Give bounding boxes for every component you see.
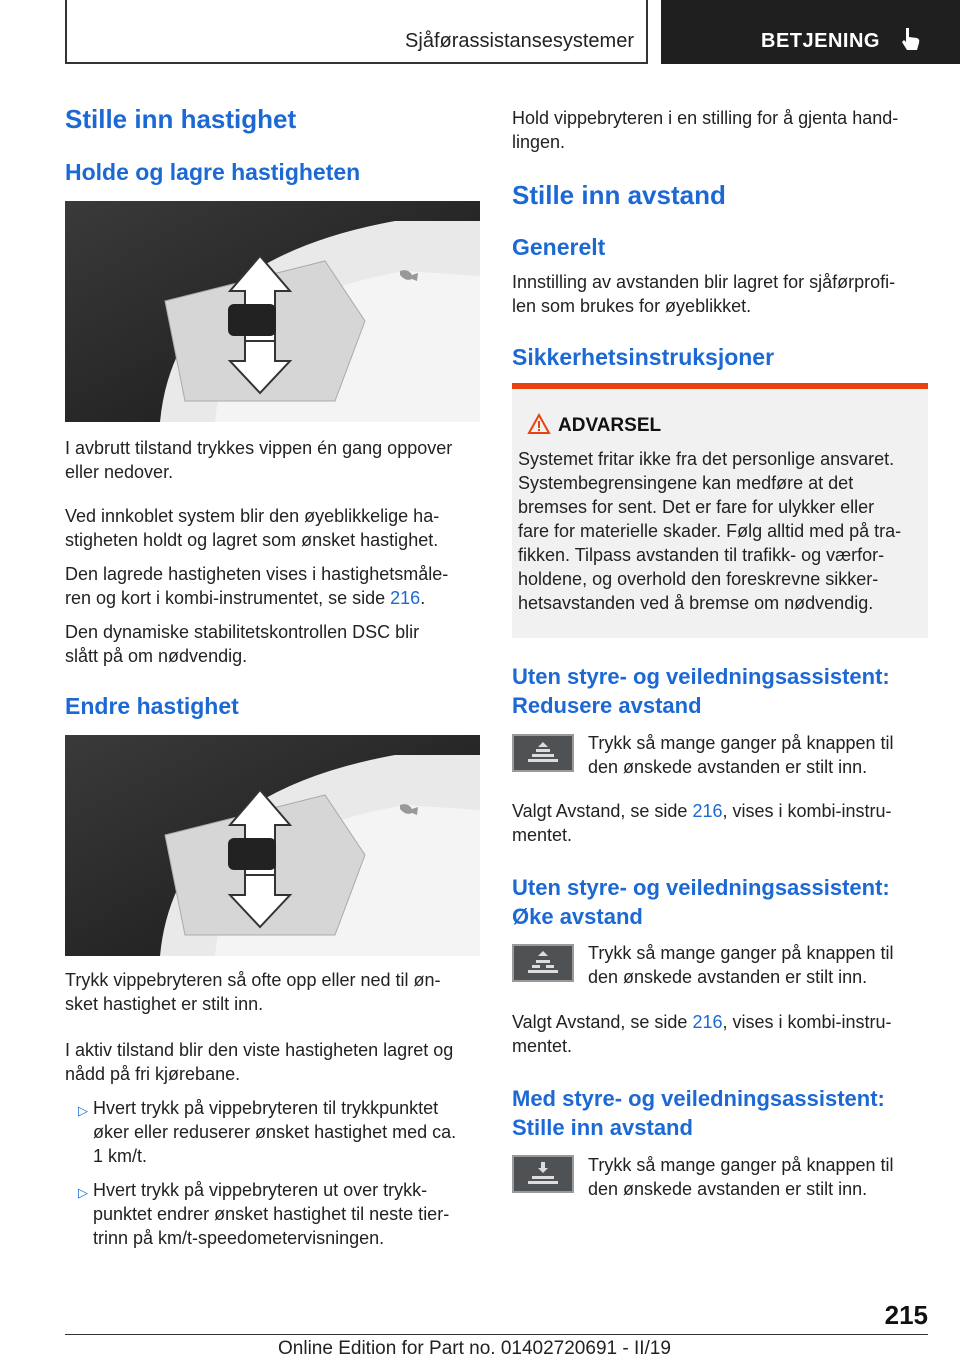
page-link-216[interactable]: 216: [692, 1012, 723, 1032]
list-item: ▷ Hvert trykk på vippebryteren ut over trykk- punktet endrer ønsket hastighet til neste tier- trinn på km/t-speedometervisningen.: [78, 1180, 450, 1248]
warning-box: [512, 383, 928, 638]
rocker-switch-photo-2: [65, 735, 480, 956]
paragraph-press-1: Trykk så mange ganger på knappen til den ønskede avstanden er stilt inn.: [588, 733, 894, 777]
heading-safety: Sikkerhetsinstruksjoner: [512, 344, 775, 370]
distance-set-icon: [512, 1155, 574, 1193]
heading-change-speed: Endre hastighet: [65, 693, 239, 719]
header-section-box: [65, 0, 648, 64]
warning-triangle-icon: [527, 413, 551, 435]
heading-set-speed: Stille inn hastighet: [65, 104, 297, 134]
header-section-title: Sjåførassistansesystemer: [405, 30, 634, 52]
heading-set-distance: Stille inn avstand: [512, 180, 726, 210]
warning-title: ADVARSEL: [558, 415, 662, 436]
footer-divider: [65, 1334, 928, 1335]
paragraph-active-state: I aktiv tilstand blir den viste hastigheten lagret og nådd på fri kjørebane.: [65, 1040, 454, 1084]
bullet-triangle-icon: ▷: [78, 1185, 88, 1200]
page-number: 215: [884, 1300, 928, 1330]
paragraph-activated: Ved innkoblet system blir den øyeblikkelige ha- stigheten holdt og lagret som ønsket hastighet.: [65, 506, 440, 550]
list-item: ▷ Hvert trykk på vippebryteren til trykkpunktet øker eller reduserer ønsket hastighet med ca. 1 km/t.: [78, 1098, 457, 1166]
warning-text: Systemet fritar ikke fra det personlige ansvaret. Systembegrensingene kan medføre at det bremses for sent. Det er fare for ulykker eller fare for materielle skader. Følg alltid med på tra- fikken. Tilpass avstanden til trafikk- og værfor- holdene, og overhold den foreskrevne sikker- hetsavstanden ved å bremse om nødvendig.: [518, 449, 902, 613]
paragraph-selected-1: Valgt Avstand, se side 216, vises i kombi-instru- mentet.: [512, 801, 892, 845]
distance-reduce-icon: [512, 734, 574, 772]
bullet-triangle-icon: ▷: [78, 1103, 88, 1118]
heading-hold-speed: Holde og lagre hastigheten: [65, 159, 361, 185]
paragraph-general: Innstilling av avstanden blir lagret for sjåførprofi- len som brukes for øyeblikket.: [512, 272, 896, 316]
rocker-switch-photo: [65, 201, 480, 422]
distance-increase-icon: [512, 944, 574, 982]
heading-with-assistant: Med styre- og veiledningsassistent: Stille inn avstand: [512, 1086, 885, 1140]
header-chapter-box: [661, 0, 960, 64]
paragraph-interrupted: I avbrutt tilstand trykkes vippen én gang oppover eller nedover.: [65, 438, 453, 482]
page-link-216[interactable]: 216: [692, 801, 723, 821]
footer-edition: Online Edition for Part no. 01402720691 - II/19: [278, 1338, 671, 1359]
paragraph-stored-speed: Den lagrede hastigheten vises i hastighetsmåle- ren og kort i kombi-instrumentet, se side 216.: [65, 564, 449, 608]
heading-reduce-distance: Uten styre- og veiledningsassistent: Redusere avstand: [512, 664, 890, 718]
paragraph-hold-rocker: Hold vippebryteren i en stilling for å gjenta hand- lingen.: [512, 108, 899, 152]
header-chapter-title: BETJENING: [761, 30, 880, 52]
paragraph-dsc: Den dynamiske stabilitetskontrollen DSC blir slått på om nødvendig.: [65, 622, 420, 666]
heading-general: Generelt: [512, 234, 606, 260]
paragraph-press-rocker: Trykk vippebryteren så ofte opp eller ned til øn- sket hastighet er stilt inn.: [65, 970, 441, 1014]
paragraph-press-2: Trykk så mange ganger på knappen til den ønskede avstanden er stilt inn.: [588, 943, 894, 987]
page-link-216[interactable]: 216: [390, 588, 421, 608]
heading-increase-distance: Uten styre- og veiledningsassistent: Øke avstand: [512, 875, 890, 929]
hand-pointer-icon: [899, 26, 921, 52]
paragraph-press-3: Trykk så mange ganger på knappen til den ønskede avstanden er stilt inn.: [588, 1155, 894, 1199]
paragraph-selected-2: Valgt Avstand, se side 216, vises i kombi-instru- mentet.: [512, 1012, 892, 1056]
